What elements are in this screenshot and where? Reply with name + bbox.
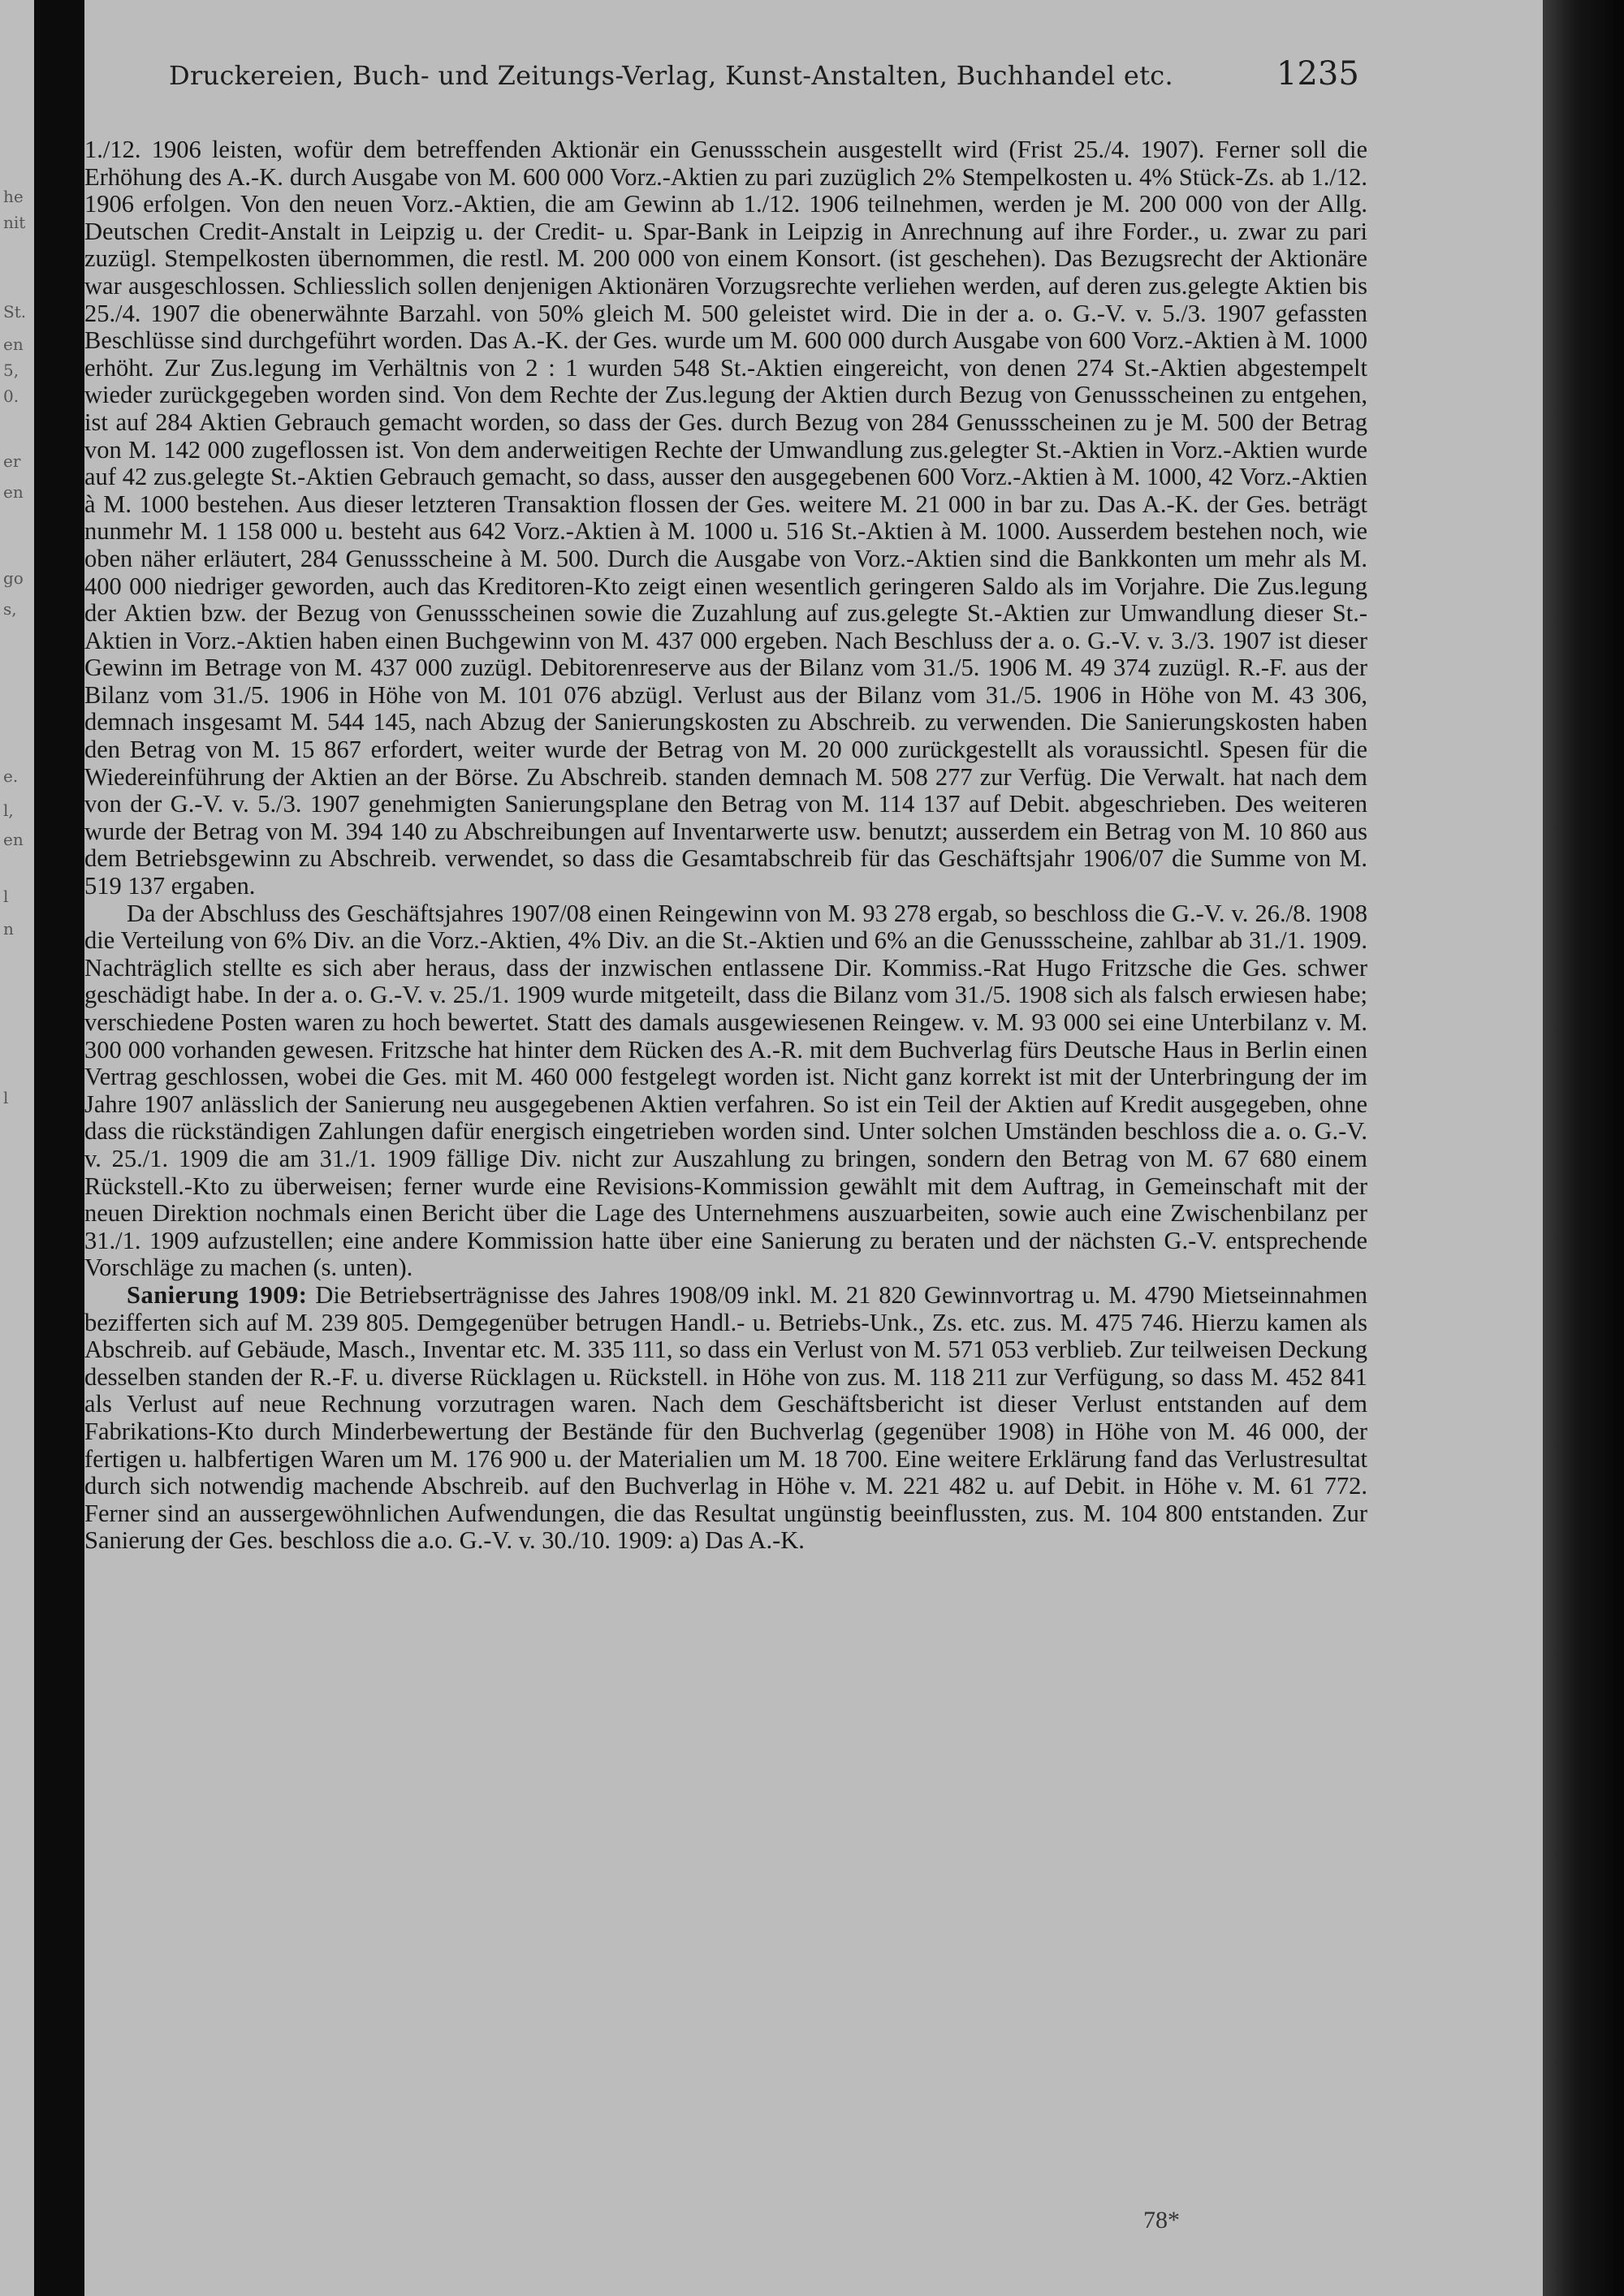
gutter-fragment: s, xyxy=(3,599,17,619)
section-title: Sanierung 1909: xyxy=(127,1280,308,1309)
gutter-fragment: e. xyxy=(3,766,19,786)
page-body xyxy=(84,136,1367,1555)
sanierung-paragraph xyxy=(84,1282,1367,1555)
gutter-fragment: en xyxy=(3,830,24,849)
facing-page-edge xyxy=(0,0,34,2296)
gutter-fragment: he xyxy=(3,187,24,206)
page-number: 1235 xyxy=(1276,55,1359,93)
gutter-fragment: nit xyxy=(3,213,26,232)
gutter-fragment: l, xyxy=(3,801,14,820)
gutter-fragment: n xyxy=(3,919,14,939)
binding-shadow xyxy=(34,0,84,2296)
gutter-fragment: 0. xyxy=(3,386,19,406)
gutter-fragment: l xyxy=(3,1088,9,1107)
paragraph: 1./12. 1906 leisten, wofür dem betreffenden Aktionär ein Genussschein ausgestellt wird (Frist 25./4. 1907). Ferner soll die Erhöhung des A.-K. durch Ausgabe von M. 600 000 Vorz.-Aktien zu pari zuzüglich 2% Stempelkosten u. 4% Stück-Zs. ab 1./12. 1906 erfolgen. Von den neuen Vorz.-Aktien, die am Gewinn ab 1./12. 1906 teilnehmen, werden je M. 200 000 von der Allg. Deutschen Credit-Anstalt in Leipzig u. der Credit- u. Spar-Bank in Leipzig in Anrechnung auf ihre Forder., u. zwar zu pari zuzügl. Stempelkosten übernommen, die restl. M. 200 000 von einem Konsort. (ist geschehen). Das Bezugsrecht der Aktionäre war ausgeschlossen. Schliesslich sollen denjenigen Aktionären Vorzugsrechte verliehen werden, auf deren zus.gelegte Aktien bis 25./4. 1907 die obenerwähnte Barzahl. von 50% gleich M. 500 geleistet wird. Die in der a. o. G.-V. v. 5./3. 1907 gefassten Beschlüsse sind durchgeführt worden. Das A.-K. der Ges. wurde um M. 600 000 durch Ausgabe von 600 Vorz.-Aktien à M. 1000 erhöht. Zur Zus.legung im Verhältnis von 2 : 1 wurden 548 St.-Aktien eingereicht, von denen 274 St.-Aktien abgestempelt wieder zurückgegeben worden sind. Von dem Rechte der Zus.legung der Aktien durch Bezug von Genussscheinen zu entgehen, ist auf 284 Aktien Gebrauch gemacht worden, so dass der Ges. durch Bezug von 284 Genussscheinen zu je M. 500 der Betrag von M. 142 000 zugeflossen ist. Von dem anderweitigen Rechte der Umwandlung zus.gelegter St.-Aktien in Vorz.-Aktien wurde auf 42 zus.gelegte St.-Aktien Gebrauch gemacht, so dass, ausser den ausgegebenen 600 Vorz.-Aktien à M. 1000, 42 Vorz.-Aktien à M. 1000 bestehen. Aus dieser letzteren Transaktion flossen der Ges. weitere M. 21 000 in bar zu. Das A.-K. der Ges. beträgt nunmehr M. 1 158 000 u. besteht aus 642 Vorz.-Aktien à M. 1000 u. 516 St.-Aktien à M. 1000. Ausserdem bestehen noch, wie oben näher erläutert, 284 Genussscheine à M. 500. Durch die Ausgabe von Vorz.-Aktien sind die Bankkonten um mehr als M. 400 000 niedriger geworden, auch das Kreditoren-Kto zeigt einen wesentlich geringeren Saldo als im Vorjahre. Die Zus.legung der Aktien bzw. der Bezug von Genussscheinen sowie die Zuzahlung auf zus.gelegte St.-Aktien zur Umwandlung dieser St.-Aktien in Vorz.-Aktien haben einen Buchgewinn von M. 437 000 ergeben. Nach Beschluss der a. o. G.-V. v. 3./3. 1907 ist dieser Gewinn im Betrage von M. 437 000 zuzügl. Debitorenreserve aus der Bilanz vom 31./5. 1906 M. 49 374 zuzügl. R.-F. aus der Bilanz vom 31./5. 1906 in Höhe von M. 101 076 abzügl. Verlust aus der Bilanz vom 31./5. 1906 in Höhe von M. 43 306, demnach insgesamt M. 544 145, nach Abzug der Sanierungskosten zu Abschreib. zu verwenden. Die Sanierungskosten haben den Betrag von M. 15 867 erfordert, weiter wurde der Betrag von M. 20 000 zurückgestellt als voraussichtl. Spesen für die Wiedereinführung der Aktien an der Börse. Zu Abschreib. standen demnach M. 508 277 zur Verfüg. Die Verwalt. hat nach dem von der G.-V. v. 5./3. 1907 genehmigten Sanierungsplane den Betrag von M. 114 137 auf Debit. abgeschrieben. Des weiteren wurde der Betrag von M. 394 140 zu Abschreibungen auf Inventarwerte usw. benutzt; ausserdem ein Betrag von M. 10 860 aus dem Betriebsgewinn zu Abschreib. verwendet, so dass die Gesamtabschreib für das Geschäftsjahr 1906/07 die Summe von M. 519 137 ergaben. xyxy=(84,136,1367,900)
facing-page-fragments xyxy=(3,0,32,2296)
gutter-fragment: en xyxy=(3,482,24,502)
page-edge-shadow xyxy=(1543,0,1624,2296)
running-header: Druckereien, Buch- und Zeitungs-Verlag, Kunst-Anstalten, Buchhandel etc. xyxy=(169,60,1173,91)
gutter-fragment: 5, xyxy=(3,360,19,380)
gutter-fragment: go xyxy=(3,568,24,588)
gutter-fragment: en xyxy=(3,334,24,354)
signature-mark: 78* xyxy=(1143,2207,1180,2233)
gutter-fragment: St. xyxy=(3,302,27,322)
paragraph: Da der Abschluss des Geschäftsjahres 1907/08 einen Reingewinn von M. 93 278 ergab, so beschloss die G.-V. v. 26./8. 1908 die Verteilung von 6% Div. an die Vorz.-Aktien, 4% Div. an die St.-Aktien und 6% an die Genussscheine, zahlbar ab 31./1. 1909. Nachträglich stellte es sich aber heraus, dass der inzwischen entlassene Dir. Kommiss.-Rat Hugo Fritzsche die Ges. schwer geschädigt habe. In der a. o. G.-V. v. 25./1. 1909 wurde mitgeteilt, dass die Bilanz vom 31./5. 1908 sich als falsch erwiesen habe; verschiedene Posten waren zu hoch bewertet. Statt des damals ausgewiesenen Reingew. v. M. 93 000 sei eine Unterbilanz v. M. 300 000 vorhanden gewesen. Fritzsche hat hinter dem Rücken des A.-R. mit dem Buchverlag fürs Deutsche Haus in Berlin einen Vertrag geschlossen, wobei die Ges. mit M. 460 000 festgelegt worden ist. Nicht ganz korrekt ist mit der Unterbringung der im Jahre 1907 anlässlich der Sanierung neu ausgegebenen Aktien verfahren. So ist ein Teil der Aktien auf Kredit ausgegeben, ohne dass die rückständigen Zahlungen dafür energisch eingetrieben worden sind. Unter solchen Umständen beschloss die a. o. G.-V. v. 25./1. 1909 die am 31./1. 1909 fällige Div. nicht zur Auszahlung zu bringen, sondern den Betrag von M. 67 680 einem Rückstell.-Kto zu überweisen; ferner wurde eine Revisions-Kommission gewählt mit dem Auftrag, in Gemeinschaft mit der neuen Direktion nochmals einen Bericht über die Lage des Unternehmens auszuarbeiten, sowie auch eine Zwischenbilanz per 31./1. 1909 aufzustellen; eine andere Kommission hatte über eine Sanierung zu beraten und der nächsten G.-V. entsprechende Vorschläge zu machen (s. unten). xyxy=(84,899,1367,1282)
gutter-fragment: l xyxy=(3,887,9,906)
gutter-fragment: er xyxy=(3,451,21,471)
section-text: Die Betriebserträgnisse des Jahres 1908/09 inkl. M. 21 820 Gewinnvortrag u. M. 4790 Mietseinnahmen bezifferten sich auf M. 239 805. Demgegenüber betrugen Handl.- u. Betriebs-Unk., Zs. etc. zus. M. 475 746. Hierzu kamen als Abschreib. auf Gebäude, Masch., Inventar etc. M. 335 111, so dass ein Verlust von M. 571 053 verblieb. Zur teilweisen Deckung desselben standen der R.-F. u. diverse Rücklagen u. Rückstell. in Höhe von zus. M. 118 211 zur Verfügung, so dass M. 452 841 als Verlust auf neue Rechnung vorzutragen waren. Nach dem Geschäftsbericht ist dieser Verlust entstanden auf dem Fabrikations-Kto durch Minderbewertung der Bestände für den Buchverlag (gegenüber 1908) in Höhe von M. 46 000, der fertigen u. halbfertigen Waren um M. 176 900 u. der Materialien um M. 18 700. Eine weitere Erklärung fand das Verlustresultat durch sich notwendig machende Abschreib. auf den Buchverlag in Höhe v. M. 221 482 u. auf Debit. in Höhe v. M. 61 772. Ferner sind an aussergewöhnlichen Aufwendungen, die das Resultat ungünstig beeinflussten, zus. M. 104 800 entstanden. Zur Sanierung der Ges. beschloss die a.o. G.-V. v. 30./10. 1909: a) Das A.-K. xyxy=(84,1280,1367,1555)
